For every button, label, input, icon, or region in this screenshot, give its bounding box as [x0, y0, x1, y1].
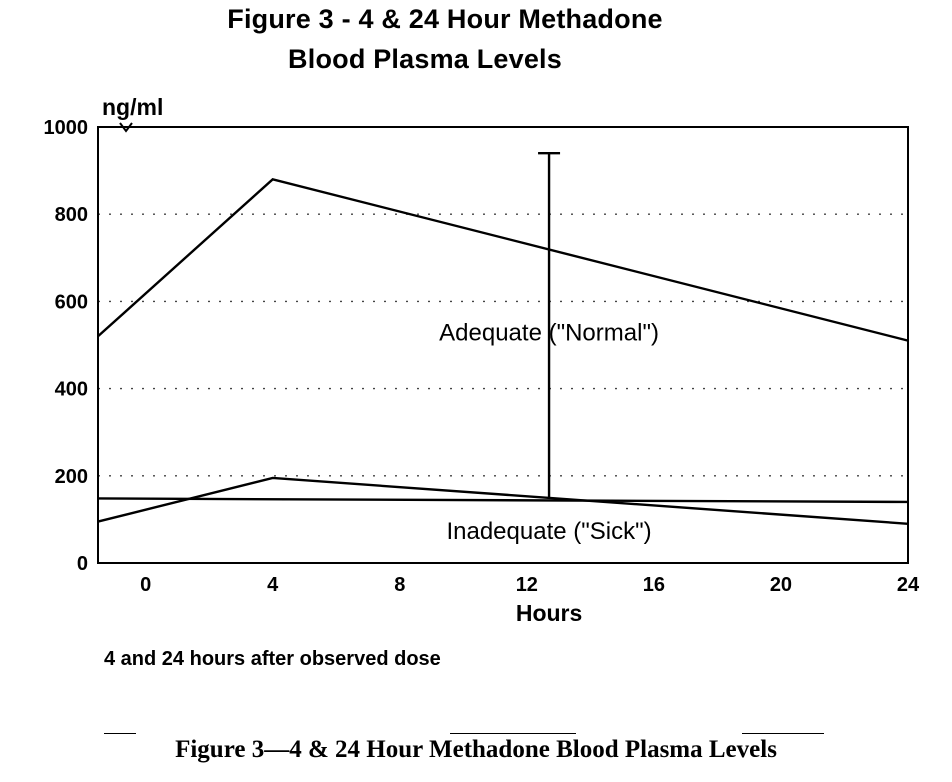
inadequate-region-label: Inadequate ("Sick"): [446, 518, 652, 546]
x-tick-label: 12: [515, 574, 538, 596]
y-tick-label: 1000: [43, 117, 88, 139]
x-tick-label: 20: [769, 574, 793, 596]
x-tick-label: 8: [394, 574, 406, 596]
series-line-adequate: [98, 179, 908, 340]
y-tick-label: 400: [54, 378, 88, 401]
caption-decoration-3: [742, 733, 824, 734]
adequate-region-label: Adequate ("Normal"): [439, 319, 659, 347]
y-tick-label: 800: [54, 204, 88, 227]
figure-caption: Figure 3—4 & 24 Hour Methadone Blood Plasma Levels: [175, 736, 777, 763]
chart-title-line-1: Figure 3 - 4 & 24 Hour Methadone: [227, 4, 663, 34]
caption-decoration-1: [104, 733, 136, 734]
x-tick-label: 0: [140, 574, 152, 596]
chart-title-line-2: Blood Plasma Levels: [288, 44, 562, 74]
y-tick-label: 600: [54, 291, 88, 314]
caption-decoration-2: [450, 733, 576, 734]
series-line-threshold: [98, 498, 908, 501]
x-tick-label: 4: [267, 574, 279, 596]
y-tick-label: 0: [76, 553, 88, 575]
x-tick-label: 16: [642, 574, 666, 596]
y-axis-label: ng/ml: [102, 94, 164, 120]
x-axis-label: Hours: [515, 600, 583, 626]
x-tick-label: 24: [896, 574, 920, 596]
dose-note: 4 and 24 hours after observed dose: [104, 648, 441, 670]
y-tick-label: 200: [54, 465, 88, 488]
